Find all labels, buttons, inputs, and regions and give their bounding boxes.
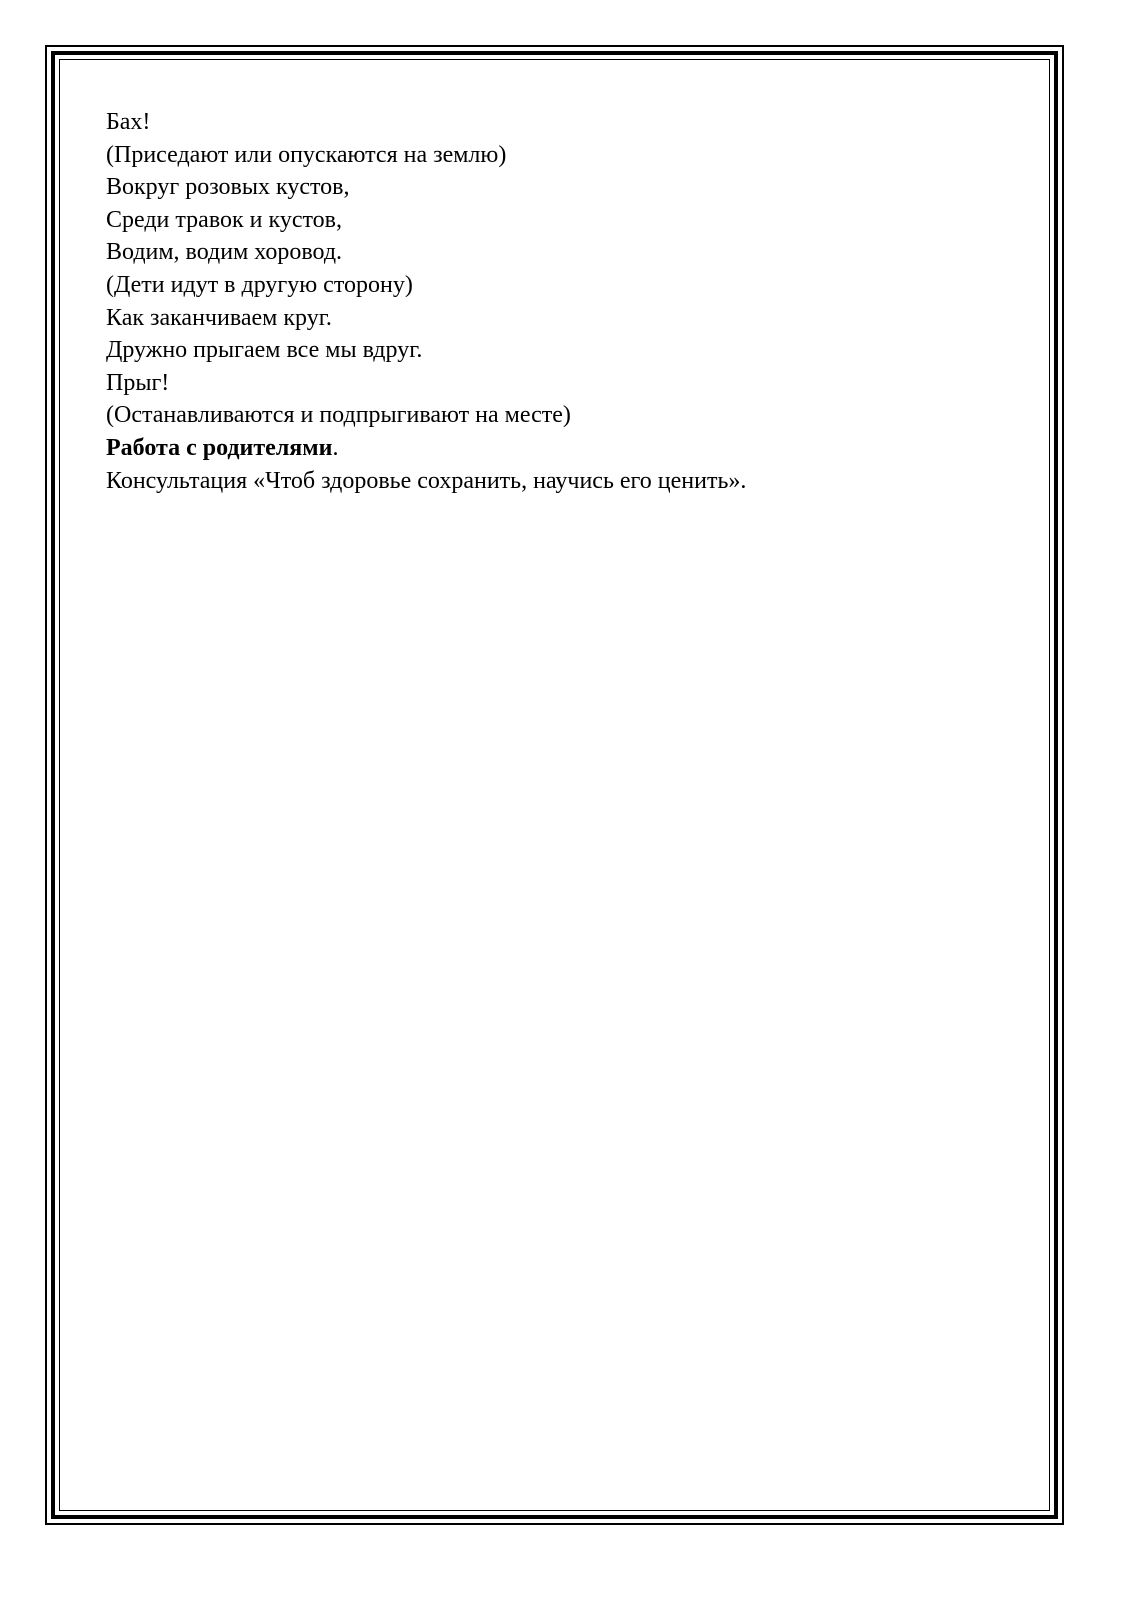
parents-heading-punct: .: [332, 434, 339, 461]
text-line: Как заканчиваем круг.: [106, 304, 332, 331]
text-line: Бах!: [106, 109, 151, 135]
consultation-line: Консультация «Чтоб здоровье сохранить, научись его ценить».: [106, 467, 747, 494]
parents-section-line: [106, 432, 1006, 465]
text-line: Дружно прыгаем все мы вдруг.: [106, 337, 423, 364]
text-line: Водим, водим хоровод.: [106, 239, 343, 266]
stage-direction-line: (Приседают или опускаются на землю): [106, 141, 507, 168]
text-line: Вокруг розовых кустов,: [106, 174, 350, 201]
text-line: Прыг!: [106, 369, 170, 396]
text-line: Среди травок и кустов,: [106, 206, 342, 233]
stage-direction-line: (Дети идут в другую сторону): [106, 271, 413, 298]
stage-direction-line: (Останавливаются и подпрыгивают на месте): [106, 402, 571, 429]
document-body: [106, 106, 1006, 497]
parents-heading: Работа с родителями: [106, 434, 333, 461]
